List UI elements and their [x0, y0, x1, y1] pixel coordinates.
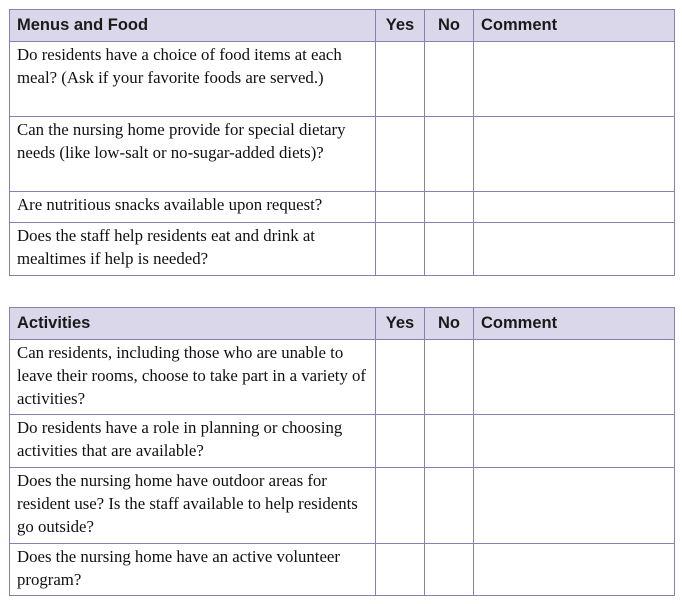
comment-field[interactable] — [474, 340, 675, 415]
question-text: Does the nursing home have an active volunteer program? — [10, 544, 376, 596]
section-title: Activities — [10, 308, 376, 340]
question-row — [10, 192, 675, 223]
question-row — [10, 117, 675, 192]
no-column-header: No — [425, 308, 474, 340]
question-text: Can residents, including those who are unable to leave their rooms, choose to take part in a variety of activities? — [10, 340, 376, 415]
question-text: Do residents have a role in planning or choosing activities that are available? — [10, 415, 376, 468]
no-column-header: No — [425, 10, 474, 42]
yes-checkbox[interactable] — [376, 544, 425, 596]
question-row — [10, 415, 675, 468]
question-text: Are nutritious snacks available upon request? — [10, 192, 376, 223]
comment-field[interactable] — [474, 468, 675, 544]
comment-field[interactable] — [474, 192, 675, 223]
comment-field[interactable] — [474, 42, 675, 117]
activities-table — [9, 307, 675, 596]
question-row — [10, 544, 675, 596]
yes-column-header: Yes — [376, 10, 425, 42]
yes-checkbox[interactable] — [376, 340, 425, 415]
comment-field[interactable] — [474, 117, 675, 192]
yes-checkbox[interactable] — [376, 468, 425, 544]
comment-field[interactable] — [474, 415, 675, 468]
no-checkbox[interactable] — [425, 415, 474, 468]
yes-checkbox[interactable] — [376, 192, 425, 223]
question-text: Can the nursing home provide for special dietary needs (like low-salt or no-sugar-added diets)? — [10, 117, 376, 192]
header-row — [10, 308, 675, 340]
yes-column-header: Yes — [376, 308, 425, 340]
yes-checkbox[interactable] — [376, 415, 425, 468]
menus-and-food-table — [9, 9, 675, 276]
yes-checkbox[interactable] — [376, 117, 425, 192]
yes-checkbox[interactable] — [376, 223, 425, 276]
question-row — [10, 223, 675, 276]
question-text: Does the nursing home have outdoor areas for resident use? Is the staff available to help residents go outside? — [10, 468, 376, 544]
question-text: Do residents have a choice of food items at each meal? (Ask if your favorite foods are served.) — [10, 42, 376, 117]
no-checkbox[interactable] — [425, 544, 474, 596]
comment-column-header: Comment — [474, 308, 675, 340]
comment-field[interactable] — [474, 544, 675, 596]
comment-field[interactable] — [474, 223, 675, 276]
no-checkbox[interactable] — [425, 192, 474, 223]
header-row — [10, 10, 675, 42]
no-checkbox[interactable] — [425, 117, 474, 192]
no-checkbox[interactable] — [425, 42, 474, 117]
section-title: Menus and Food — [10, 10, 376, 42]
question-row — [10, 468, 675, 544]
question-text: Does the staff help residents eat and drink at mealtimes if help is needed? — [10, 223, 376, 276]
no-checkbox[interactable] — [425, 223, 474, 276]
no-checkbox[interactable] — [425, 468, 474, 544]
no-checkbox[interactable] — [425, 340, 474, 415]
comment-column-header: Comment — [474, 10, 675, 42]
yes-checkbox[interactable] — [376, 42, 425, 117]
question-row — [10, 340, 675, 415]
question-row — [10, 42, 675, 117]
